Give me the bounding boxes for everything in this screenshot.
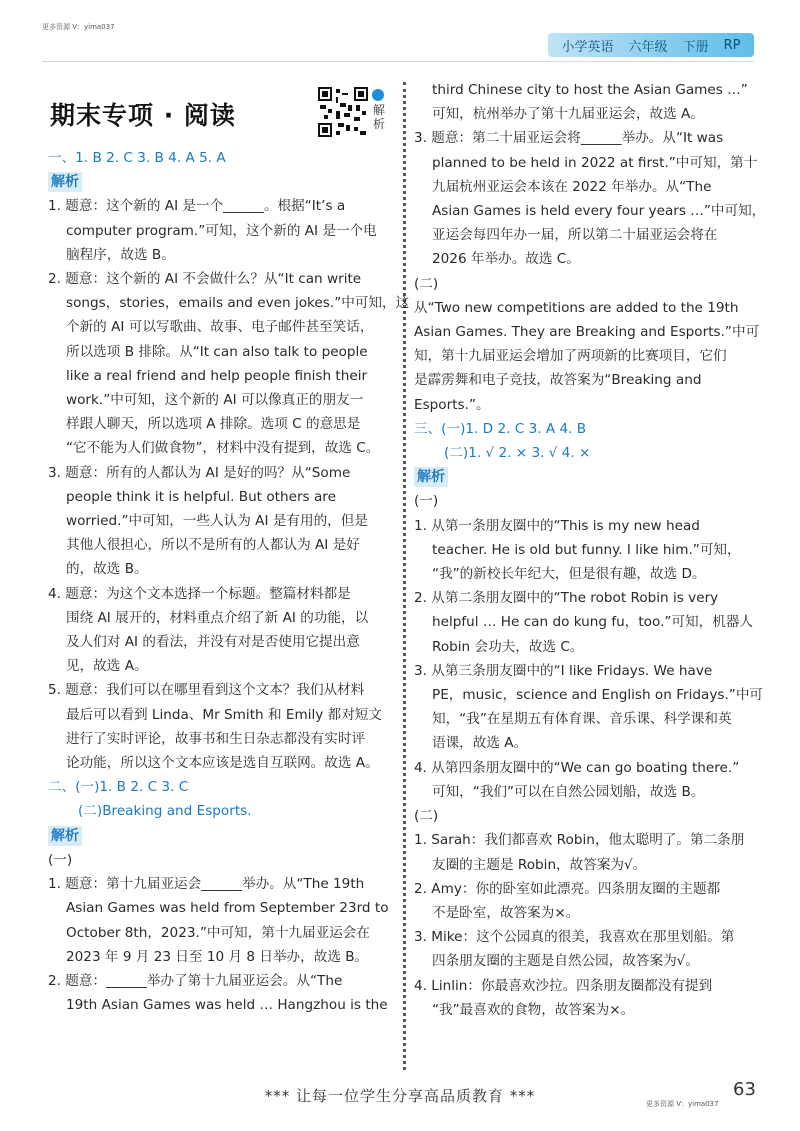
text-line: worried.”中可知，一些人认为 AI 是有用的，但是 (66, 513, 368, 530)
text-line: 可知，“我们”可以在自然公园划船，故选 B。 (432, 783, 705, 800)
text-line: “它不能为人们做食物”，材料中没有提到，故选 C。 (66, 440, 380, 457)
analysis-tag: 解析 (48, 172, 82, 192)
text-line: PE，music，science and English on Fridays.”中可 (432, 687, 764, 704)
text-line: 19th Asian Games was held … Hangzhou is the (66, 997, 388, 1014)
text-line: 知，“我”在星期五有体育课、音乐课、科学课和英 (432, 711, 732, 728)
text-line: work.”中可知，这个新的 AI 可以像真正的朋友一 (66, 392, 364, 409)
text-line: 其他人很担心，所以不是所有的人都认为 AI 是好 (66, 537, 360, 554)
text-line: planned to be held in 2022 at first.”中可知，第十 (432, 154, 758, 171)
header-edition: RP (723, 37, 741, 53)
text-line: 论功能，所以这个文本应该是选自互联网。故选 A。 (66, 755, 379, 772)
text-line: 及人们对 AI 的看法，并没有对是否使用它提出意 (66, 634, 360, 651)
text-line: songs，stories，emails and even jokes.”中可知，这 (66, 295, 410, 312)
text-line: 脑程序，故选 B。 (66, 246, 175, 263)
header-band (548, 33, 754, 57)
text-line: 1. 题意：第十九届亚运会______举办。从“The 19th (48, 876, 365, 893)
text-line: third Chinese city to host the Asian Games …” (432, 82, 748, 98)
text-line: 的，故选 B。 (66, 561, 148, 578)
text-line: Esports.”。 (414, 396, 490, 413)
text-line: 是霹雳舞和电子竞技，故答案为“Breaking and (414, 372, 702, 389)
analysis-heading (48, 170, 388, 194)
column-divider (403, 82, 406, 1070)
answer-line: (二)Breaking and Esports. (78, 803, 252, 820)
page-title: 期末专项 · 阅读 (50, 101, 236, 130)
text-line: 2. 题意：这个新的 AI 不会做什么？从“It can write (48, 271, 362, 288)
page-number: 63 (733, 1079, 756, 1100)
text-line: (一) (48, 851, 73, 868)
text-line: Robin 会功夫，故选 C。 (432, 638, 584, 655)
text-line: 2023 年 9 月 23 日至 10 月 8 日举办，故选 B。 (66, 948, 369, 965)
text-line: computer program.”可知，这个新的 AI 是一个电 (66, 222, 377, 239)
qr-label: 解析 (372, 103, 385, 131)
right-column (414, 78, 766, 1022)
text-line: 友圈的主题是 Robin，故答案为√。 (432, 856, 647, 873)
source-note-top: 更多资源 V：yima037 (42, 23, 115, 31)
text-line: Asian Games. They are Breaking and Esports.”中可 (414, 324, 760, 341)
text-line: 2. 从第二条朋友圈中的“The robot Robin is very (414, 590, 719, 607)
text-line: 4. 从第四条朋友圈中的“We can go boating there.” (414, 759, 740, 776)
text-line: 不是卧室，故答案为×。 (432, 904, 580, 921)
text-line: (一) (414, 493, 439, 510)
text-line: 4. Linlin：你最喜欢沙拉。四条朋友圈都没有提到 (414, 977, 713, 994)
text-line: 3. 从第三条朋友圈中的“I like Fridays. We have (414, 662, 713, 679)
header-volume: 下册 (682, 39, 709, 55)
text-line: 四条朋友圈的主题是自然公园，故答案为√。 (432, 953, 699, 970)
text-line: 围绕 AI 展开的，材料重点介绍了新 AI 的功能，以 (66, 609, 369, 626)
text-line: 见，故选 A。 (66, 658, 148, 675)
analysis-tag: 解析 (48, 826, 82, 846)
text-line: “我”最喜欢的食物，故答案为×。 (432, 1001, 635, 1018)
answer-line: 三、(一)1. D 2. C 3. A 4. B (414, 420, 587, 437)
text-line: (二) (414, 275, 439, 292)
text-line: Asian Games is held every four years …”中可知， (432, 203, 766, 220)
analysis-heading (414, 465, 754, 489)
text-line: 最后可以看到 Linda、Mr Smith 和 Emily 都对短文 (66, 706, 382, 723)
text-line: 3. 题意：第二十届亚运会将______举办。从“It was (414, 130, 724, 147)
text-line: 九届杭州亚运会本该在 2022 年举办。从“The (432, 178, 712, 195)
text-line: 样跟人聊天，所以选项 A 排除。选项 C 的意思是 (66, 416, 361, 433)
left-column (48, 146, 410, 1017)
header-grade: 六年级 (628, 39, 668, 55)
text-line: 2. 题意：______举办了第十九届亚运会。从“The (48, 972, 343, 989)
qr-code-icon[interactable] (318, 87, 368, 137)
text-line: 亚运会每四年办一届，所以第二十届亚运会将在 (432, 227, 718, 244)
text-line: people think it is helpful. But others are (66, 488, 336, 505)
source-note-bottom: 更多资源 V：yima037 (646, 1100, 719, 1108)
text-line: 1. Sarah：我们都喜欢 Robin，他太聪明了。第二条朋 (414, 832, 745, 849)
text-line: 1. 从第一条朋友圈中的“This is my new head (414, 517, 700, 534)
text-line: 3. 题意：所有的人都认为 AI 是好的吗？从“Some (48, 464, 351, 481)
text-line: 5. 题意：我们可以在哪里看到这个文本？我们从材料 (48, 682, 365, 699)
header-subject: 小学英语 (561, 39, 614, 55)
text-line: 知，第十九届亚运会增加了两项新的比赛项目，它们 (414, 348, 727, 365)
text-line: “我”的新校长年纪大，但是很有趣，故选 D。 (432, 566, 706, 583)
text-line: 3. Mike：这个公园真的很美，我喜欢在那里划船。第 (414, 929, 735, 946)
text-line: 4. 题意：为这个文本选择一个标题。整篇材料都是 (48, 585, 351, 602)
text-line: 从“Two new competitions are added to the 19th (414, 299, 739, 316)
answer-line: 一、1. B 2. C 3. B 4. A 5. A (48, 150, 226, 166)
text-line: 个新的 AI 可以写歌曲、故事、电子邮件甚至笑话， (66, 319, 374, 336)
text-line: 2026 年举办。故选 C。 (432, 251, 580, 268)
text-line: 语课，故选 A。 (432, 735, 528, 752)
answer-line: 二、(一)1. B 2. C 3. C (48, 779, 189, 796)
text-line: like a real friend and help people finish their (66, 367, 368, 384)
text-line: 1. 题意：这个新的 AI 是一个______。根据“It’s a (48, 198, 346, 215)
text-line: 进行了实时评论，故事书和生日杂志都没有实时评 (66, 730, 366, 747)
text-line: Asian Games was held from September 23rd to (66, 900, 389, 917)
text-line: 2. Amy：你的卧室如此漂亮。四条朋友圈的主题都 (414, 880, 721, 897)
answer-line: (二)1. √ 2. × 3. √ 4. × (444, 445, 591, 462)
footer-slogan: *** 让每一位学生分享高品质教育 *** (264, 1087, 536, 1105)
analysis-heading (48, 824, 388, 848)
text-line: (二) (414, 808, 439, 825)
text-line: 所以选项 B 排除。从“It can also talk to people (66, 343, 368, 360)
top-rule (42, 61, 754, 62)
text-line: 可知，杭州举办了第十九届亚运会，故选 A。 (432, 106, 704, 123)
text-line: teacher. He is old but funny. I like him.”可知， (432, 541, 741, 558)
text-line: helpful … He can do kung fu，too.”可知，机器人 (432, 614, 753, 631)
play-icon[interactable] (372, 89, 384, 101)
analysis-tag: 解析 (414, 467, 448, 487)
text-line: October 8th，2023.”中可知，第十九届亚运会在 (66, 924, 370, 941)
